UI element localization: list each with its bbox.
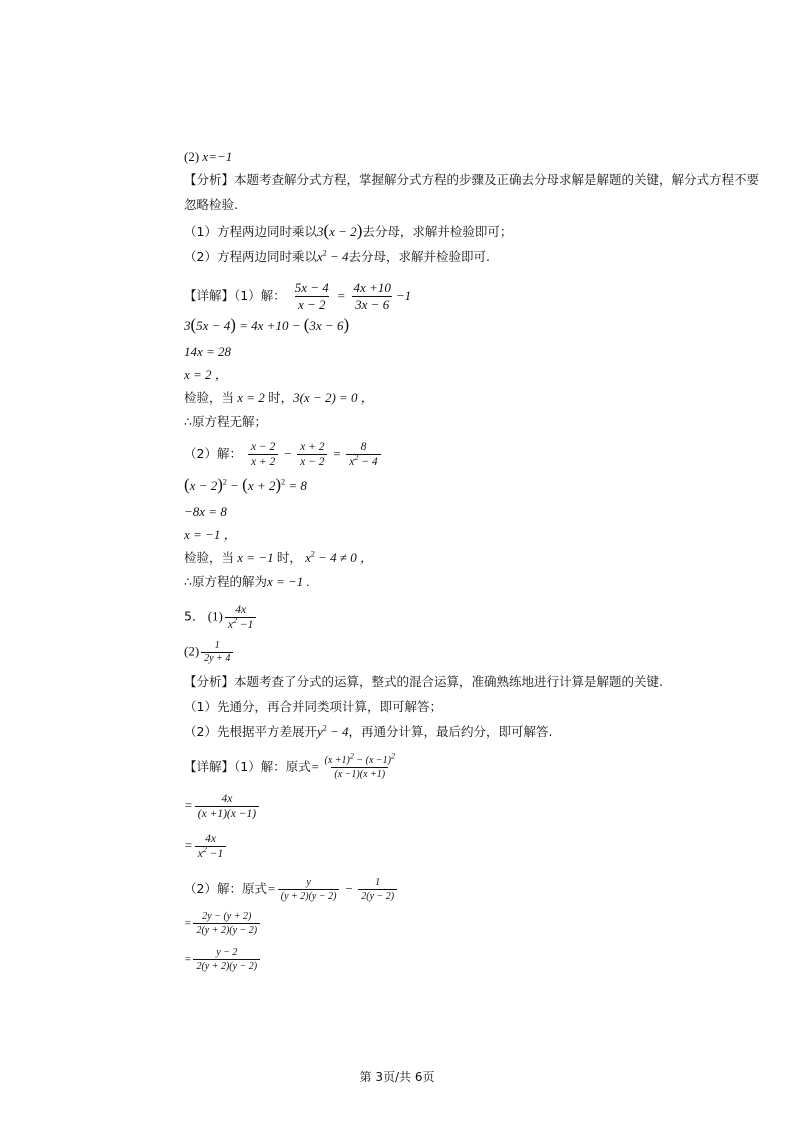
q4-check2: 检验，当 x = −1 时， $x^2 - 4 \ne 0$ ， [184,549,374,565]
page-number: 第 3页/共 6页 [359,1070,435,1084]
analysis-tag: 【分析】 [184,172,235,187]
q4-step-squares: $(x - 2)^2 - (x + 2)^2 = 8$ [184,475,307,494]
q4-step-x2: x = 2 ， [184,367,228,382]
q5-hint1: （1）先通分，再合并同类项计算，即可解答； [184,699,442,714]
q4-step-xm1: x = −1 ， [184,527,237,542]
q4-step-eq2: −8x = 8 [184,504,227,519]
q5-answer2: (2) $\frac{1}{2y + 4}$ [184,640,235,665]
q5-step4: = $\frac{y - 2}{2(y + 2)(y - 2)}$ [184,946,262,973]
q5-step1: = $\frac{4x}{(x +1)(x -1)}$ [184,792,261,821]
q4-hint2: （2）方程两边同时乘以$x^2 - 4$去分母，求解并检验即可. [184,248,491,264]
question-number: 5． [184,608,205,624]
q4-conclusion2: ∴原方程的解为x = −1 . [184,574,310,589]
q4-analysis-line2: 忽略检验. [184,197,238,212]
q4-step-eq1: 14x = 28 [184,344,232,359]
q5-step2: = $\frac{4x}{x^2 -1}$ [184,832,228,861]
q4-detail2-equation: （2）解： $\frac{x - 2}{x + 2}$ − $\frac{x + 2}{x - 2}$ = $\frac{8}{x^2 - 4}$ [184,440,383,469]
analysis-tag: 【分析】 [184,674,235,689]
q4-check1: 检验，当 x = 2 时，3(x − 2) = 0 ， [184,390,374,405]
q4-step-expand: 3(5x − 4) = 4x +10 − (3x − 6) [184,315,350,334]
q5-analysis: 【分析】本题考查了分式的运算，整式的混合运算，准确熟练地进行计算是解题的关键. [184,674,663,689]
q5-detail1: 【详解】（1）解：原式= $\frac{(x +1)^2 - (x -1)^2}{(x -1)(x +1)}$ [184,751,395,780]
q4-part2-answer: (2) x=−1 [184,149,233,164]
detail-tag: 【详解】 [184,759,235,774]
q4-detail1-equation: 【详解】（1）解： $\frac{5x - 4}{x - 2}$ = $\frac{4x +10}{3x - 6}$ −1 [184,280,412,312]
q5-answer1: 5． (1) $\frac{4x}{x^2 -1}$ [184,603,258,632]
q4-conclusion1: ∴原方程无解； [184,414,267,429]
q4-hint1: （1）方程两边同时乘以3(x − 2)去分母，求解并检验即可； [184,221,513,240]
q5-detail2: （2）解：原式= $\frac{y}{(y + 2)(y - 2)}$ − $\frac{1}{2(y - 2)}$ [184,876,399,903]
q5-step3: = $\frac{2y - (y + 2)}{2(y + 2)(y - 2)}$ [184,910,262,937]
q5-hint2: （2）先根据平方差展开$y^2 - 4$，再通分计算，最后约分，即可解答. [184,723,553,739]
detail-tag: 【详解】 [184,288,235,303]
q4-analysis-line1: 【分析】本题考查解分式方程，掌握解分式方程的步骤及正确去分母求解是解题的关键，解分式方程不要 [184,172,760,187]
